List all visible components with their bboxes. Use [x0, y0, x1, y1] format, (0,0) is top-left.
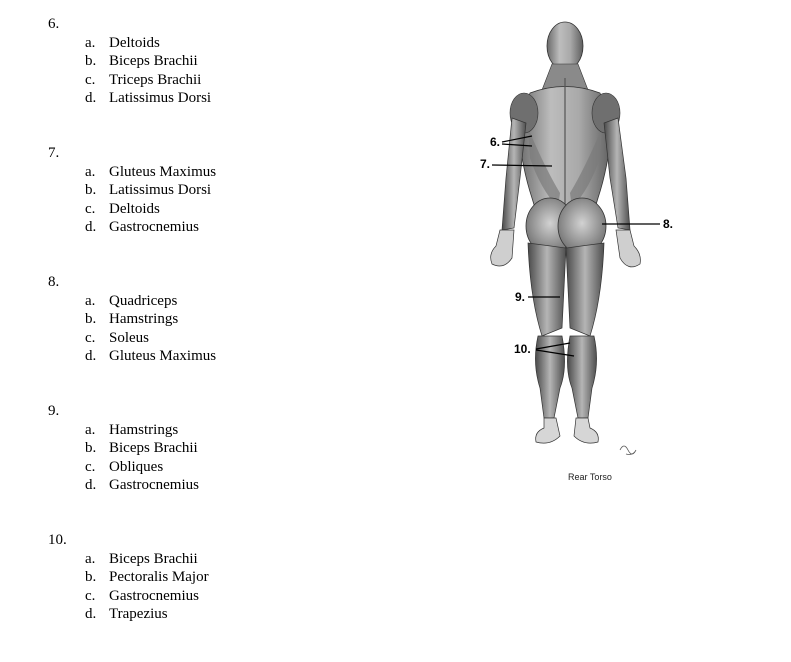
option-letter: d. — [85, 219, 97, 235]
option-letter: c. — [85, 329, 96, 346]
option-list — [48, 292, 216, 366]
question-9 — [48, 402, 199, 495]
option-text: Pectoralis Major — [109, 569, 209, 585]
option-letter: c. — [85, 200, 96, 217]
signature-mark — [620, 446, 636, 455]
option-letter: d. — [85, 348, 97, 364]
option-letter: a. — [85, 421, 96, 438]
question-number: 9. — [48, 403, 60, 419]
option-text: Latissimus Dorsi — [109, 90, 212, 106]
option-item[interactable] — [48, 329, 216, 348]
figure-caption: Rear Torso — [568, 472, 612, 482]
option-text: Quadriceps — [109, 292, 178, 309]
option-text: Deltoids — [109, 200, 160, 217]
option-text: Soleus — [109, 329, 150, 346]
callout-label-8: 8. — [663, 217, 674, 231]
option-letter: c. — [85, 587, 96, 604]
option-item[interactable] — [48, 310, 216, 329]
option-text: Biceps Brachii — [109, 440, 198, 456]
option-item[interactable] — [48, 347, 216, 366]
option-item[interactable] — [48, 52, 211, 71]
question-number: 7. — [48, 145, 60, 161]
option-item[interactable] — [48, 218, 216, 237]
question-number: 6. — [48, 16, 60, 32]
option-item[interactable] — [48, 439, 199, 458]
option-letter: b. — [85, 311, 97, 327]
option-text: Hamstrings — [109, 311, 179, 327]
option-list — [48, 34, 211, 108]
option-letter: b. — [85, 569, 97, 585]
option-item[interactable] — [48, 568, 209, 587]
option-item[interactable] — [48, 34, 211, 53]
option-letter: b. — [85, 53, 97, 69]
option-text: Deltoids — [109, 34, 160, 51]
option-item[interactable] — [48, 587, 209, 606]
option-text: Obliques — [109, 458, 164, 475]
option-text: Trapezius — [109, 606, 168, 622]
callout-label-6: 6. — [490, 135, 501, 149]
option-list — [48, 163, 216, 237]
option-item[interactable] — [48, 292, 216, 311]
option-letter: b. — [85, 182, 97, 198]
option-text: Triceps Brachii — [109, 71, 202, 88]
option-text: Gluteus Maximus — [109, 348, 217, 364]
body-silhouette — [491, 22, 641, 455]
option-item[interactable] — [48, 200, 216, 219]
option-text: Gastrocnemius — [109, 477, 199, 493]
question-7 — [48, 144, 216, 237]
option-letter: d. — [85, 606, 97, 622]
option-item[interactable] — [48, 181, 216, 200]
option-text: Gastrocnemius — [109, 219, 199, 235]
option-text: Biceps Brachii — [109, 550, 198, 567]
option-list — [48, 421, 199, 495]
rear-torso-figure — [470, 18, 690, 488]
option-letter: d. — [85, 477, 97, 493]
option-item[interactable] — [48, 89, 211, 108]
option-list — [48, 550, 209, 624]
option-letter: d. — [85, 90, 97, 106]
option-letter: c. — [85, 71, 96, 88]
option-text: Hamstrings — [109, 421, 179, 438]
option-item[interactable] — [48, 550, 209, 569]
option-item[interactable] — [48, 421, 199, 440]
option-text: Latissimus Dorsi — [109, 182, 212, 198]
question-10 — [48, 531, 209, 624]
option-letter: a. — [85, 292, 96, 309]
question-8 — [48, 273, 216, 366]
question-number: 8. — [48, 274, 60, 290]
option-item[interactable] — [48, 71, 211, 90]
question-6 — [48, 15, 211, 108]
option-letter: a. — [85, 34, 96, 51]
option-text: Biceps Brachii — [109, 53, 198, 69]
option-text: Gluteus Maximus — [109, 163, 217, 180]
callout-label-9: 9. — [515, 290, 526, 304]
option-letter: a. — [85, 163, 96, 180]
option-text: Gastrocnemius — [109, 587, 199, 604]
option-letter: a. — [85, 550, 96, 567]
option-item[interactable] — [48, 605, 209, 624]
option-item[interactable] — [48, 476, 199, 495]
question-number: 10. — [48, 532, 67, 548]
option-item[interactable] — [48, 163, 216, 182]
callout-label-7: 7. — [480, 157, 491, 171]
option-letter: b. — [85, 440, 97, 456]
muscle-illustration — [470, 18, 690, 488]
option-item[interactable] — [48, 458, 199, 477]
callout-label-10: 10. — [514, 342, 531, 356]
option-letter: c. — [85, 458, 96, 475]
